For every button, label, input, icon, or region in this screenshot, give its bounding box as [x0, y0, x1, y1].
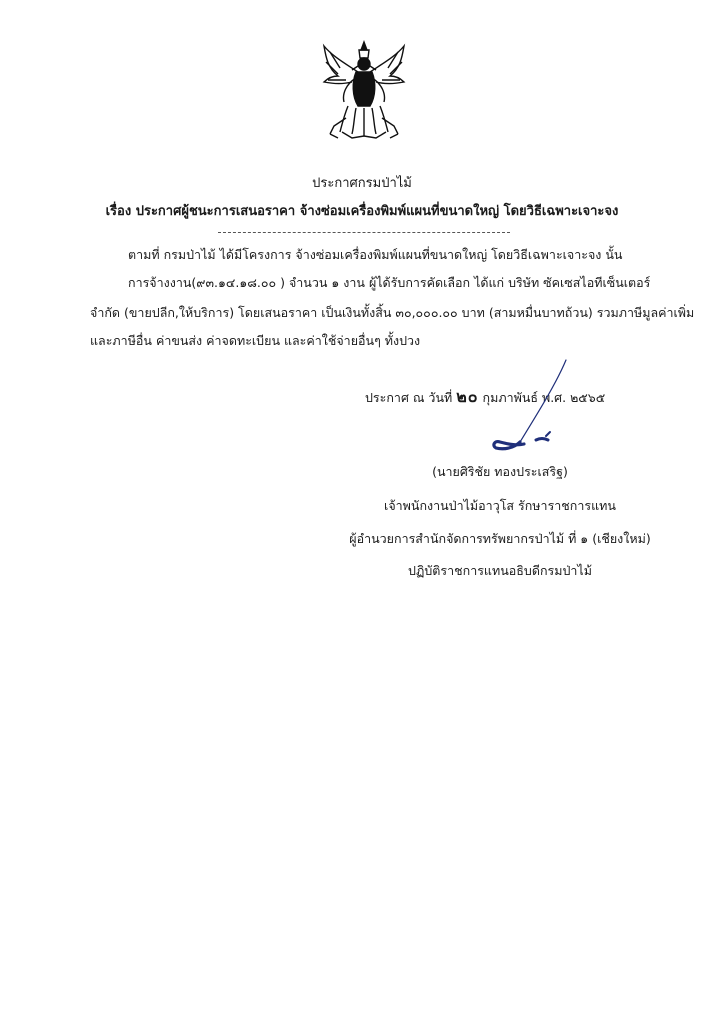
body-paragraph-line: ตามที่ กรมป่าไม้ ได้มีโครงการ จ้างซ่อมเครื่องพิมพ์แผนที่ขนาดใหญ่ โดยวิธีเฉพาะเจาะจง นั้น	[128, 247, 623, 262]
document-title: ประกาศกรมป่าไม้	[312, 176, 412, 191]
signatory-name: (นายศิริชัย ทองประเสริฐ)	[432, 464, 568, 479]
signatory-position: ผู้อำนวยการสำนักจัดการทรัพยากรป่าไม้ ที่ ๑ (เชียงใหม่)	[349, 531, 651, 546]
document-subject: เรื่อง ประกาศผู้ชนะการเสนอราคา จ้างซ่อมเครื่องพิมพ์แผนที่ขนาดใหญ่ โดยวิธีเฉพาะเจาะจง	[105, 204, 619, 219]
body-paragraph-line: จำกัด (ขายปลีก,ให้บริการ) โดยเสนอราคา เป็นเงินทั้งสิ้น ๓๐,๐๐๐.๐๐ บาท (สามหมื่นบาทถ้วน) รวมภาษีมูลค่าเพิ่ม	[90, 305, 695, 320]
divider	[218, 232, 510, 233]
handwritten-signature	[486, 356, 576, 456]
body-paragraph-line: การจ้างงาน(๙๓.๑๔.๑๘.๐๐ ) จำนวน ๑ งาน ผู้ได้รับการคัดเลือก ได้แก่ บริษัท ซัคเซสไอทีเซ็นเตอร์	[128, 275, 651, 290]
announcement-prefix: ประกาศ ณ วันที่	[365, 390, 453, 405]
signatory-position: ปฏิบัติราชการแทนอธิบดีกรมป่าไม้	[408, 563, 592, 578]
announcement-day: ๒๐	[456, 387, 479, 406]
announcement-suffix: กุมภาพันธ์ พ.ศ. ๒๕๖๕	[482, 390, 606, 405]
signatory-position: เจ้าพนักงานป่าไม้อาวุโส รักษาราชการแทน	[384, 498, 616, 513]
body-paragraph-line: และภาษีอื่น ค่าขนส่ง ค่าจดทะเบียน และค่าใช้จ่ายอื่นๆ ทั้งปวง	[90, 333, 421, 348]
garuda-emblem-icon	[318, 38, 410, 144]
